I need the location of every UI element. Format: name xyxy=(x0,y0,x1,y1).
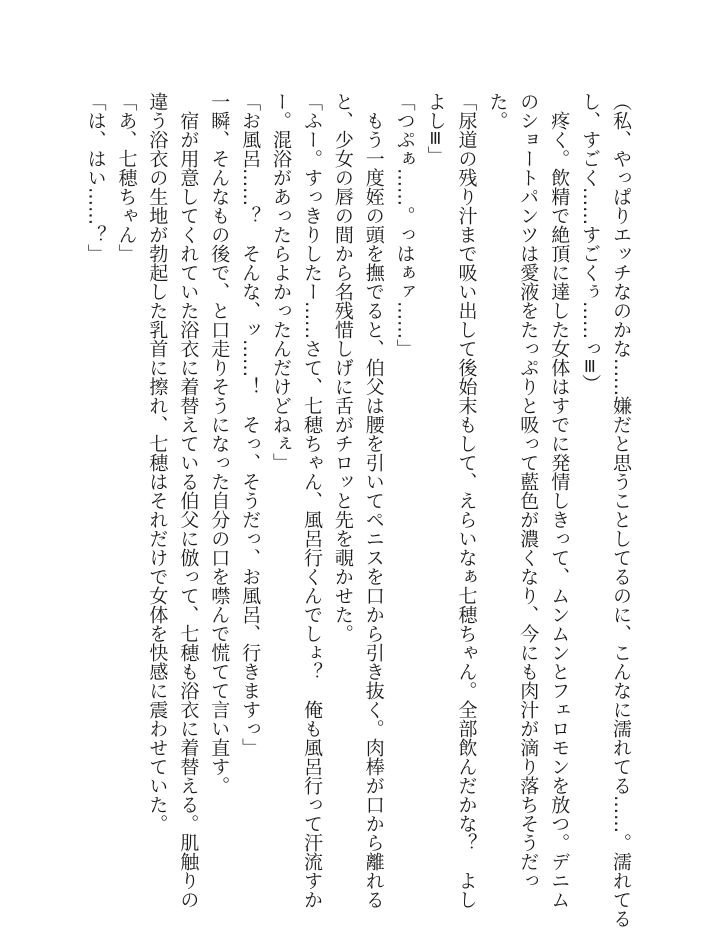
text-line: もう一度姪の頭を撫でると、伯父は腰を引いてペニスを口から引き抜く。肉棒が口から離れる xyxy=(362,92,385,909)
text-line: 「は、はい……？」 xyxy=(84,92,107,263)
text-line: 「尿道の残り汁まで吸い出して後始末もして、えらいなぁ七穂ちゃん。全部飲んだかな？ よし xyxy=(455,92,478,909)
text-line: 「ふー。すっきりしたー……さて、七穂ちゃん、風呂行くんでしょ？ 俺も風呂行って汗流すか xyxy=(300,92,323,909)
text-line: よし≡」 xyxy=(424,92,447,165)
text-line: 一瞬、そんなもの後で、と口走りそうになった自分の口を噤んで慌てて言い直す。 xyxy=(208,92,231,795)
text-line: と、少女の唇の間から名残惜しげに舌がチロッと先を覗かせた。 xyxy=(331,92,354,643)
text-line: （私、やっぱりエッチなのかな……嫌だと思うことしてるのに、こんなに濡れてる……。濡れてる xyxy=(610,92,632,928)
text-line: 疼く。飲精で絶頂に達した女体はすでに発情しきって、ムンムンとフェロモンを放つ。デニム xyxy=(548,92,571,909)
text-line: 「つぷぁ……。っはぁァ……」 xyxy=(393,92,416,358)
text-line: 「あ、七穂ちゃん」 xyxy=(115,92,138,263)
vertical-text-page xyxy=(80,92,636,928)
text-line: た。 xyxy=(486,92,509,130)
text-line: ー。混浴があったらよかったんだけどねぇ」 xyxy=(270,92,293,472)
text-line: 宿が用意してくれていた浴衣に着替えている伯父に倣って、七穂も浴衣に着替える。肌触りの xyxy=(177,92,200,909)
text-line: のショートパンツは愛液をたっぷりと吸って藍色が濃くなり、今にも肉汁が滴り落ちそうだっ xyxy=(517,92,540,890)
text-line: し、すごく……すごくぅ……っ≡） xyxy=(579,92,602,393)
text-line: 「お風呂……？ そんな、ッ……！ そっ、そうだっ、お風呂、行きますっ」 xyxy=(239,92,262,757)
text-line: 違う浴衣の生地が勃起した乳首に擦れ、七穂はそれだけで女体を快感に震わせていた。 xyxy=(146,92,169,833)
